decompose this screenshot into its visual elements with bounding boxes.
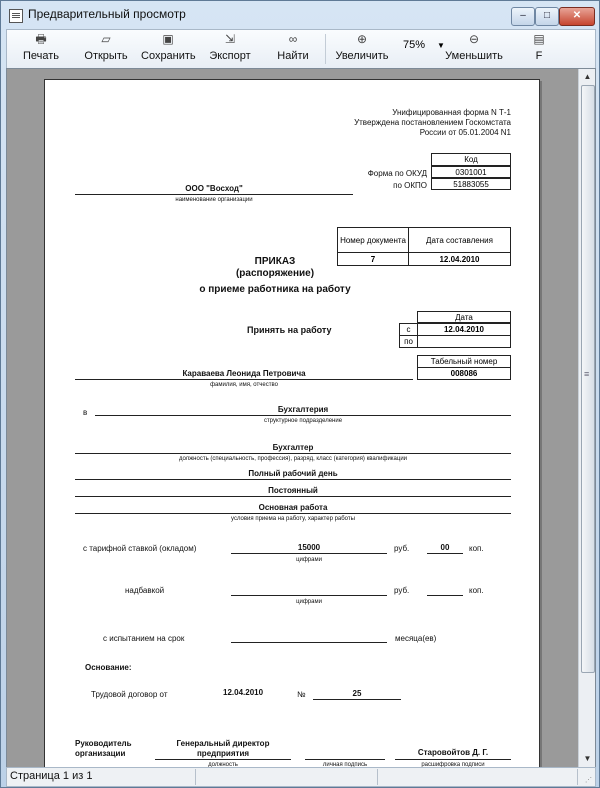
document-icon bbox=[9, 9, 23, 23]
page-indicator: Страница 1 из 1 bbox=[10, 770, 93, 782]
position-caption: должность (специальность, профессия), разряд, класс (категория) квалификации bbox=[178, 456, 408, 462]
dept-line bbox=[95, 415, 511, 416]
zoom-out-button[interactable] bbox=[445, 32, 503, 66]
head-label-2: организации bbox=[75, 749, 126, 758]
head-position-1: Генеральный директор bbox=[176, 739, 270, 748]
open-label: Открыть bbox=[84, 50, 128, 62]
doc-subtitle: (распоряжение) bbox=[235, 268, 315, 279]
save-label: Сохранить bbox=[141, 50, 196, 62]
window-title: Предварительный просмотр bbox=[28, 7, 186, 21]
zoom-out-icon: ⊖ bbox=[468, 32, 480, 46]
to-label: по bbox=[399, 335, 418, 348]
date-column-header: Дата bbox=[417, 311, 511, 323]
position-line bbox=[75, 453, 511, 454]
rub-label-2: руб. bbox=[394, 586, 410, 595]
find-button[interactable] bbox=[273, 32, 313, 66]
code-header: Код bbox=[431, 153, 511, 166]
status-bar bbox=[6, 767, 596, 787]
org-line bbox=[75, 194, 353, 195]
dept-caption: структурное подразделение bbox=[263, 418, 343, 424]
kop-label: коп. bbox=[469, 544, 484, 553]
form-header-3: России от 05.01.2004 N1 bbox=[419, 128, 511, 137]
open-button[interactable] bbox=[83, 32, 129, 66]
trial-line bbox=[231, 642, 387, 643]
to-date bbox=[417, 335, 511, 348]
basis-label: Основание: bbox=[85, 663, 132, 672]
close-button[interactable]: ✕ bbox=[559, 7, 595, 26]
in-label: в bbox=[83, 408, 88, 417]
head-name: Старовойтов Д. Г. bbox=[417, 748, 489, 757]
resize-grip-icon[interactable]: ⋰ bbox=[585, 777, 592, 784]
head-position-caption: должность bbox=[208, 762, 238, 768]
condition-2: Постоянный bbox=[268, 486, 318, 495]
okud-code: 0301001 bbox=[431, 166, 511, 178]
zoom-value: 75% bbox=[403, 39, 426, 51]
status-divider bbox=[577, 769, 578, 785]
print-label: Печать bbox=[22, 50, 60, 62]
docdate-value: 12.04.2010 bbox=[408, 252, 511, 266]
bonus-label: надбавкой bbox=[125, 586, 165, 595]
contract-label: Трудовой договор от bbox=[91, 690, 168, 699]
find-label: Найти bbox=[277, 50, 309, 62]
status-divider bbox=[377, 769, 378, 785]
employee-name: Караваева Леонида Петровича bbox=[182, 369, 306, 378]
export-button[interactable] bbox=[207, 32, 253, 66]
bonus-line bbox=[231, 595, 387, 596]
rub-label: руб. bbox=[394, 544, 410, 553]
okud-label: Форма по ОКУД bbox=[367, 169, 427, 178]
condition-3: Основная работа bbox=[258, 503, 328, 512]
zoom-in-button[interactable] bbox=[333, 32, 391, 66]
months-label: месяца(ев) bbox=[395, 634, 437, 643]
signature-caption: личная подпись bbox=[322, 762, 368, 768]
zoom-select[interactable] bbox=[399, 38, 447, 54]
number-sign: № bbox=[297, 690, 306, 699]
org-caption: наименование организации bbox=[175, 197, 253, 203]
chevron-down-icon: ▼ bbox=[437, 41, 445, 50]
fit-label: F bbox=[535, 50, 543, 62]
department: Бухгалтерия bbox=[277, 405, 329, 414]
bonus-caption: цифрами bbox=[296, 599, 322, 605]
condition-caption: условия приема на работу, характер работы bbox=[231, 516, 355, 522]
contract-number: 25 bbox=[352, 689, 362, 698]
tabnum-header: Табельный номер bbox=[417, 355, 511, 368]
condition-1: Полный рабочий день bbox=[248, 469, 338, 478]
date-header: Дата составления bbox=[408, 227, 511, 253]
binoculars-icon: ∞ bbox=[288, 32, 298, 46]
print-button[interactable] bbox=[21, 32, 61, 66]
head-position-2: предприятия bbox=[196, 749, 250, 758]
doc-title: ПРИКАЗ bbox=[254, 256, 296, 267]
okpo-label: по ОКПО bbox=[393, 181, 427, 190]
contract-line bbox=[313, 699, 401, 700]
position: Бухгалтер bbox=[272, 443, 314, 452]
kop-label-2: коп. bbox=[469, 586, 484, 595]
kop-value: 00 bbox=[440, 543, 450, 552]
floppy-disk-icon: ▣ bbox=[162, 32, 174, 46]
head-label-1: Руководитель bbox=[75, 739, 132, 748]
zoom-in-icon: ⊕ bbox=[356, 32, 368, 46]
form-header-1: Унифицированная форма N Т-1 bbox=[392, 108, 511, 117]
document-page bbox=[44, 79, 540, 768]
preview-area bbox=[6, 68, 596, 768]
condition-1-line bbox=[75, 479, 511, 480]
title-bar bbox=[1, 1, 599, 29]
okpo-code: 51883055 bbox=[431, 178, 511, 190]
from-date: 12.04.2010 bbox=[417, 323, 511, 336]
rate-line bbox=[231, 553, 387, 554]
zoom-in-label: Увеличить bbox=[335, 50, 389, 62]
kop-line-2 bbox=[427, 595, 463, 596]
rate-label: с тарифной ставкой (окладом) bbox=[83, 544, 197, 553]
trial-label: с испытанием на срок bbox=[103, 634, 185, 643]
doc-heading: о приеме работника на работу bbox=[199, 284, 351, 295]
docnum-header: Номер документа bbox=[337, 227, 409, 253]
scroll-down-icon[interactable]: ▼ bbox=[583, 754, 592, 763]
head-position-line bbox=[155, 759, 291, 760]
rate-value: 15000 bbox=[297, 543, 321, 552]
scroll-up-icon[interactable]: ▲ bbox=[583, 72, 592, 81]
rate-caption: цифрами bbox=[296, 557, 322, 563]
fit-button[interactable] bbox=[529, 32, 549, 66]
maximize-button[interactable]: □ bbox=[535, 7, 559, 26]
toolbar-separator bbox=[325, 34, 326, 64]
zoom-out-label: Уменьшить bbox=[445, 50, 503, 62]
tabnum-value: 008086 bbox=[417, 367, 511, 380]
org-name: ООО "Восход" bbox=[185, 184, 243, 193]
signature-line bbox=[305, 759, 385, 760]
toolbar bbox=[6, 29, 596, 69]
head-name-line bbox=[395, 759, 511, 760]
folder-open-icon: ▱ bbox=[101, 32, 111, 46]
minimize-button[interactable]: – bbox=[511, 7, 535, 26]
fio-line bbox=[75, 379, 413, 380]
status-divider bbox=[195, 769, 196, 785]
docnum-value: 7 bbox=[337, 252, 409, 266]
fio-caption: фамилия, имя, отчество bbox=[210, 382, 278, 388]
condition-3-line bbox=[75, 513, 511, 514]
export-icon: ⇲ bbox=[224, 32, 236, 46]
form-header-2: Утверждена постановлением Госкомстата bbox=[354, 118, 511, 127]
printer-icon: 🖶 bbox=[35, 32, 47, 46]
condition-2-line bbox=[75, 496, 511, 497]
hire-label: Принять на работу bbox=[247, 325, 332, 335]
export-label: Экспорт bbox=[209, 50, 251, 62]
scrollbar-thumb[interactable] bbox=[581, 85, 595, 673]
contract-date: 12.04.2010 bbox=[223, 688, 264, 697]
vertical-scrollbar[interactable] bbox=[578, 69, 596, 767]
page-icon: ▤ bbox=[533, 32, 545, 46]
from-label: с bbox=[399, 323, 418, 336]
kop-line bbox=[427, 553, 463, 554]
head-name-caption: расшифровка подписи bbox=[421, 762, 485, 768]
save-button[interactable] bbox=[141, 32, 195, 66]
